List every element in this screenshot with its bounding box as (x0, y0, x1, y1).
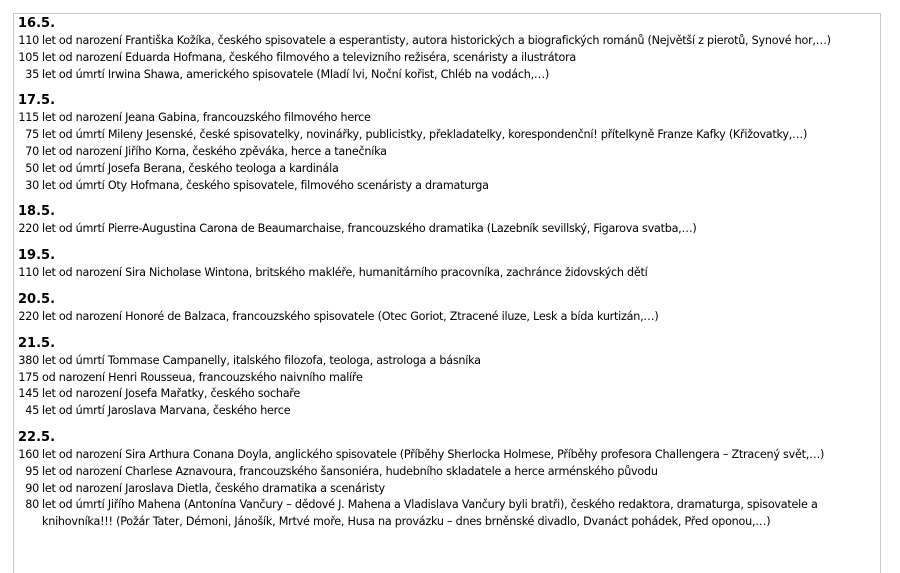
day-date-heading: 21.5. (18, 335, 56, 351)
anniversary-entry (18, 178, 880, 195)
day-section (18, 93, 880, 194)
day-date-heading: 17.5. (18, 93, 56, 109)
anniversary-text: let od úmrtí Mileny Jesenské, české spisovatelky, novinářky, publicistky, překladatelky, korespondenční! přítelkyně Franze Kafky (Křižovatky,…) (42, 128, 808, 142)
anniversary-text: od narození Henri Rousseua, francouzského naivního malíře (42, 370, 363, 384)
anniversary-list (18, 16, 880, 531)
anniversary-entry (18, 33, 880, 50)
anniversary-entry (18, 127, 880, 144)
anniversary-text: let od narození Jeana Gabina, francouzského filmového herce (42, 111, 371, 125)
day-date-heading: 19.5. (18, 248, 56, 264)
anniversary-text: let od narození Josefa Mařatky, českého sochaře (42, 387, 301, 401)
anniversary-years: 80 (25, 498, 39, 512)
anniversary-text: let od úmrtí Irwina Shawa, amerického spisovatele (Mladí lvi, Noční kořist, Chléb na vodách,…) (42, 67, 549, 81)
anniversary-text: let od narození Charlese Aznavoura, francouzského šansoniéra, hudebního skladatele a herce arménského původu (42, 464, 658, 478)
anniversary-entry (18, 464, 880, 481)
day-date-heading: 18.5. (18, 204, 56, 220)
anniversary-years: 30 (25, 178, 39, 192)
anniversary-text: let od narození Honoré de Balzaca, francouzského spisovatele (Otec Goriot, Ztracené iluze, Lesk a bída kurtizán,…) (42, 309, 659, 323)
anniversary-years: 220 (18, 309, 39, 323)
anniversary-text: let od narození Jiřího Korna, českého zpěváka, herce a tanečníka (42, 144, 387, 158)
anniversary-years: 175 (18, 370, 39, 384)
day-section (18, 292, 880, 326)
anniversary-entry (18, 67, 880, 84)
anniversary-text: let od narození Jaroslava Dietla, českého dramatika a scenáristy (42, 481, 385, 495)
anniversary-entry (18, 265, 880, 282)
anniversary-years: 145 (18, 387, 39, 401)
anniversary-entry (18, 481, 880, 498)
anniversary-years: 105 (18, 50, 39, 64)
anniversary-text: let od narození Františka Kožíka, českého spisovatele a esperantisty, autora historických a biografických románů (Největší z pierotů, Synové hor,…) (42, 34, 831, 47)
anniversary-entry (18, 403, 880, 420)
anniversary-years: 75 (25, 128, 39, 142)
anniversary-years: 45 (25, 404, 39, 418)
anniversary-years: 380 (18, 353, 39, 367)
anniversary-years: 115 (18, 111, 39, 125)
day-section (18, 248, 880, 282)
anniversary-entry (18, 110, 880, 127)
anniversary-entry (18, 386, 880, 403)
day-date-heading: 22.5. (18, 429, 56, 445)
anniversary-text: let od narození Eduarda Hofmana, českého filmového a televizního režiséra, scenáristy a ilustrátora (42, 50, 577, 64)
anniversary-years: 90 (25, 481, 39, 495)
anniversary-entry (18, 50, 880, 67)
anniversary-entry (18, 497, 880, 531)
anniversary-text: let od úmrtí Jaroslava Marvana, českého herce (42, 404, 291, 418)
anniversary-entry (18, 221, 880, 238)
anniversary-entry (18, 447, 880, 464)
anniversary-text: let od narození Sira Nicholase Wintona, britského makléře, humanitárního pracovníka, zachránce židovských dětí (42, 266, 648, 280)
anniversary-years: 70 (25, 144, 39, 158)
anniversary-years: 95 (25, 464, 39, 478)
day-section (18, 336, 880, 420)
anniversary-entry (18, 161, 880, 178)
anniversary-years: 50 (25, 161, 39, 175)
day-section (18, 16, 880, 83)
anniversary-years: 35 (25, 67, 39, 81)
anniversary-entry (18, 144, 880, 161)
day-date-heading: 20.5. (18, 291, 56, 307)
day-date-heading: 16.5. (18, 16, 56, 31)
anniversary-entry (18, 309, 880, 326)
anniversary-years: 220 (18, 222, 39, 236)
document-page (13, 13, 881, 573)
anniversary-years: 110 (18, 266, 39, 280)
anniversary-text: let od úmrtí Pierre-Augustina Carona de Beaumarchaise, francouzského dramatika (Lazebník sevillský, Figarova svatba,…) (42, 222, 697, 236)
day-section (18, 204, 880, 238)
anniversary-text: let od narození Sira Arthura Conana Doyla, anglického spisovatele (Příběhy Sherlocka Holmese, Příběhy profesora Challengera – Ztracený svět,…) (42, 447, 825, 461)
anniversary-text: let od úmrtí Jiřího Mahena (Antonína Vančury – dědové J. Mahena a Vladislava Vančury byli bratři), českého redaktora, dramaturga, spisovatele a knihovníka!!! (Požár Tater, Démoni, Jánošík, Mrtvé moře, Husa na provázku – dnes brněnské divadlo, Dvanáct pohádek, Před oponou,…) (42, 498, 818, 529)
anniversary-text: let od úmrtí Oty Hofmana, českého spisovatele, filmového scenáristy a dramaturga (42, 178, 489, 192)
anniversary-entry (18, 370, 880, 387)
anniversary-years: 110 (18, 34, 39, 47)
anniversary-text: let od úmrtí Tommase Campanelly, italského filozofa, teologa, astrologa a básníka (42, 353, 481, 367)
anniversary-years: 160 (18, 447, 39, 461)
day-section (18, 430, 880, 531)
anniversary-text: let od úmrtí Josefa Berana, českého teologa a kardinála (42, 161, 339, 175)
anniversary-entry (18, 353, 880, 370)
